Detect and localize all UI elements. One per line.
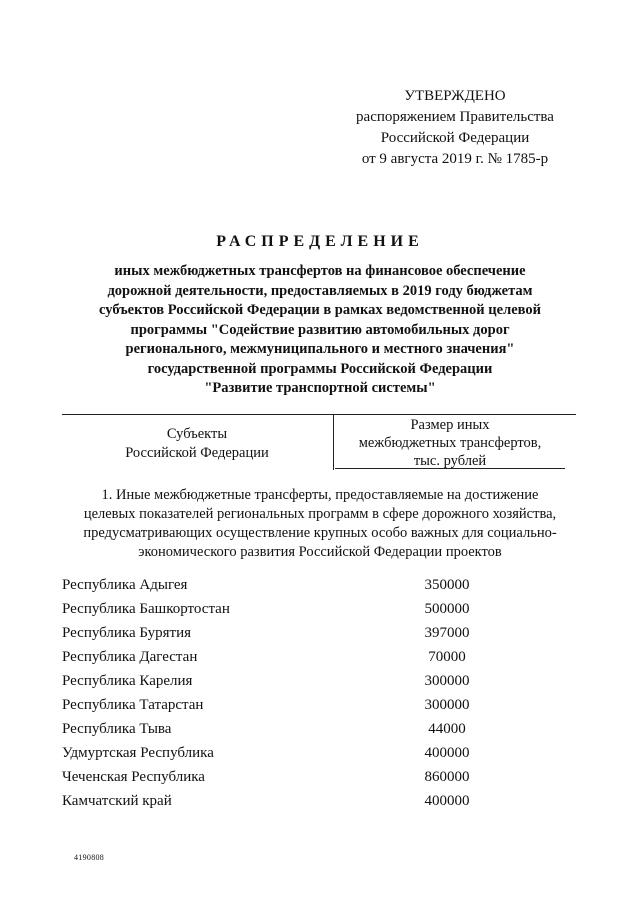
approval-block — [340, 86, 570, 170]
table-row — [62, 693, 562, 717]
transfer-amount: 350000 — [424, 577, 470, 593]
table-row — [62, 645, 562, 669]
column-header-line: Российской Федерации — [125, 445, 269, 461]
transfer-amount: 400000 — [424, 745, 470, 761]
region-name: Республика Карелия — [62, 673, 193, 689]
section-line: предусматривающих осуществление крупных особо важных для социально- — [83, 525, 557, 541]
section-heading — [40, 486, 600, 562]
region-name: Республика Татарстан — [62, 697, 204, 713]
subtitle-line: регионального, межмуниципального и местного значения" — [125, 341, 515, 357]
subtitle-line: "Развитие транспортной системы" — [204, 380, 436, 396]
table-row — [62, 717, 562, 741]
approval-line: распоряжением Правительства — [356, 109, 554, 125]
approval-heading: УТВЕРЖДЕНО — [404, 88, 506, 104]
transfer-amount: 44000 — [428, 721, 466, 737]
transfer-amount: 397000 — [424, 625, 470, 641]
allocation-table — [62, 573, 562, 813]
document-subtitle — [95, 262, 545, 399]
table-row — [62, 741, 562, 765]
table-row — [62, 669, 562, 693]
table-row — [62, 789, 562, 813]
document-title: РАСПРЕДЕЛЕНИЕ — [216, 233, 424, 250]
table-row — [62, 573, 562, 597]
transfer-amount: 70000 — [428, 649, 466, 665]
approval-line: Российской Федерации — [380, 130, 530, 146]
transfer-amount: 300000 — [424, 697, 470, 713]
region-name: Республика Тыва — [62, 721, 172, 737]
section-line: экономического развития Российской Федерации проектов — [138, 544, 502, 560]
table-top-rule — [62, 414, 576, 415]
document-footer-code: 4190808 — [74, 853, 105, 862]
region-name: Чеченская Республика — [62, 769, 205, 785]
subtitle-line: иных межбюджетных трансфертов на финансовое обеспечение — [114, 263, 526, 279]
table-row — [62, 621, 562, 645]
region-name: Республика Башкортостан — [62, 601, 230, 617]
column-header-line: межбюджетных трансфертов, — [358, 435, 542, 451]
transfer-amount: 300000 — [424, 673, 470, 689]
subtitle-line: государственной программы Российской Федерации — [147, 360, 493, 377]
approval-date-number: от 9 августа 2019 г. № 1785-р — [361, 151, 549, 167]
subtitle-line: дорожной деятельности, предоставляемых в 2019 году бюджетам — [107, 282, 533, 299]
column-header-line: Размер иных — [410, 417, 490, 433]
table-row — [62, 597, 562, 621]
region-name: Республика Адыгея — [62, 577, 188, 593]
table-column-separator — [333, 414, 334, 470]
region-name: Республика Бурятия — [62, 625, 192, 641]
region-name: Республика Дагестан — [62, 649, 198, 665]
column-header-line: тыс. рублей — [413, 453, 487, 469]
section-line: целевых показателей региональных программ в сфере дорожного хозяйства, — [83, 506, 557, 522]
subtitle-line: программы "Содействие развитию автомобильных дорог — [130, 321, 510, 338]
transfer-amount: 400000 — [424, 793, 470, 809]
table-row — [62, 765, 562, 789]
region-name: Камчатский край — [62, 793, 172, 809]
region-name: Удмуртская Республика — [62, 745, 214, 761]
column-header-subjects — [62, 425, 332, 463]
transfer-amount: 860000 — [424, 769, 470, 785]
subtitle-line: субъектов Российской Федерации в рамках ведомственной целевой — [99, 302, 541, 318]
section-line: 1. Иные межбюджетные трансферты, предоставляемые на достижение — [101, 487, 539, 503]
column-header-amount — [335, 416, 565, 470]
transfer-amount: 500000 — [424, 601, 470, 617]
column-header-line: Субъекты — [166, 426, 228, 442]
